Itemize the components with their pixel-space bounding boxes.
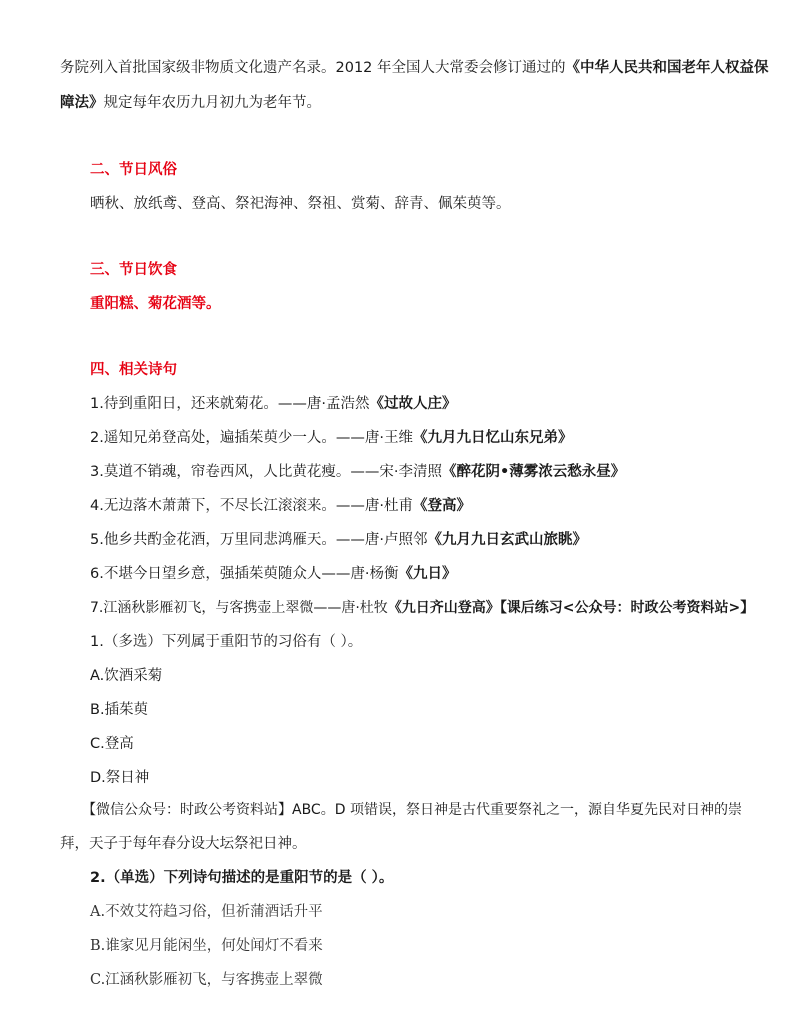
exercise-heading: 【课后练习<公众号：时政公考资料站>】 bbox=[499, 600, 755, 616]
poem-title: 《九日》 bbox=[398, 566, 457, 582]
poem-line bbox=[90, 394, 456, 414]
question-1-option: C.登高 bbox=[90, 736, 134, 752]
food-body: 重阳糕、菊花酒等。 bbox=[90, 296, 221, 312]
poem-line bbox=[90, 496, 471, 516]
question-2-option: B.谁家见月能闲坐，何处闻灯不看来 bbox=[90, 938, 323, 954]
poem-title: 《登高》 bbox=[412, 498, 471, 514]
question-1-answer-line-1: 【微信公众号：时政公考资料站】ABC。D 项错误，祭日神是古代重要祭礼之一，源自华夏先民对日神的崇 bbox=[82, 802, 742, 818]
poem-title: 《九月九日玄武山旅眺》 bbox=[427, 532, 587, 548]
poem-text: 3.莫道不销魂，帘卷西风，人比黄花瘦。——宋·李清照 bbox=[90, 464, 442, 480]
question-1-option: A.饮酒采菊 bbox=[90, 668, 163, 684]
question-1-stem: 1.（多选）下列属于重阳节的习俗有（ ）。 bbox=[90, 634, 363, 650]
poem-title: 《过故人庄》 bbox=[369, 396, 457, 412]
section-heading-poems: 四、相关诗句 bbox=[90, 362, 177, 378]
poem-line bbox=[90, 564, 456, 584]
poem-text: 5.他乡共酌金花酒，万里同悲鸿雁天。——唐·卢照邻 bbox=[90, 532, 428, 548]
intro-line-1 bbox=[60, 58, 769, 78]
question-1-answer-line-2: 拜，天子于每年春分设大坛祭祀日神。 bbox=[60, 836, 307, 852]
poem-title: 《醉花阴•薄雾浓云愁永昼》 bbox=[441, 464, 626, 480]
poem-text: 2.遥知兄弟登高处，遍插茱萸少一人。——唐·王维 bbox=[90, 430, 413, 446]
poem-text: 1.待到重阳日，还来就菊花。——唐·孟浩然 bbox=[90, 396, 370, 412]
section-heading-customs: 二、节日风俗 bbox=[90, 162, 177, 178]
question-1-option: B.插茱萸 bbox=[90, 702, 149, 718]
intro-text-end: 规定每年农历九月初九为老年节。 bbox=[103, 95, 321, 111]
poem-title: 《九月九日忆山东兄弟》 bbox=[412, 430, 573, 446]
question-2-stem: 2.（单选）下列诗句描述的是重阳节的是（ ）。 bbox=[90, 870, 394, 886]
poem-line bbox=[90, 428, 572, 448]
poem-text: 6.不堪今日望乡意，强插茱萸随众人——唐·杨衡 bbox=[90, 566, 399, 582]
poem-line bbox=[90, 598, 754, 618]
intro-text: 务院列入首批国家级非物质文化遗产名录。2012 年全国人大常委会修订通过的 bbox=[60, 60, 566, 76]
question-2-option: A.不效艾符趋习俗，但祈蒲酒话升平 bbox=[90, 904, 323, 920]
question-1-option: D.祭日神 bbox=[90, 770, 150, 786]
law-title: 《中华人民共和国老年人权益保 bbox=[565, 60, 769, 76]
question-2-option: C.江涵秋影雁初飞，与客携壶上翠微 bbox=[90, 972, 323, 988]
poem-text: 7.江涵秋影雁初飞，与客携壶上翠微——唐·杜牧 bbox=[90, 600, 388, 616]
poem-text: 4.无边落木萧萧下，不尽长江滚滚来。——唐·杜甫 bbox=[90, 498, 413, 514]
poem-line bbox=[90, 530, 587, 550]
poem-line bbox=[90, 462, 625, 482]
section-heading-food: 三、节日饮食 bbox=[90, 262, 177, 278]
intro-line-2 bbox=[60, 93, 321, 113]
customs-body: 晒秋、放纸鸢、登高、祭祀海神、祭祖、赏菊、辞青、佩茱萸等。 bbox=[90, 196, 511, 212]
poem-title: 《九日齐山登高》 bbox=[387, 600, 500, 616]
law-title-end: 障法》 bbox=[60, 95, 104, 111]
